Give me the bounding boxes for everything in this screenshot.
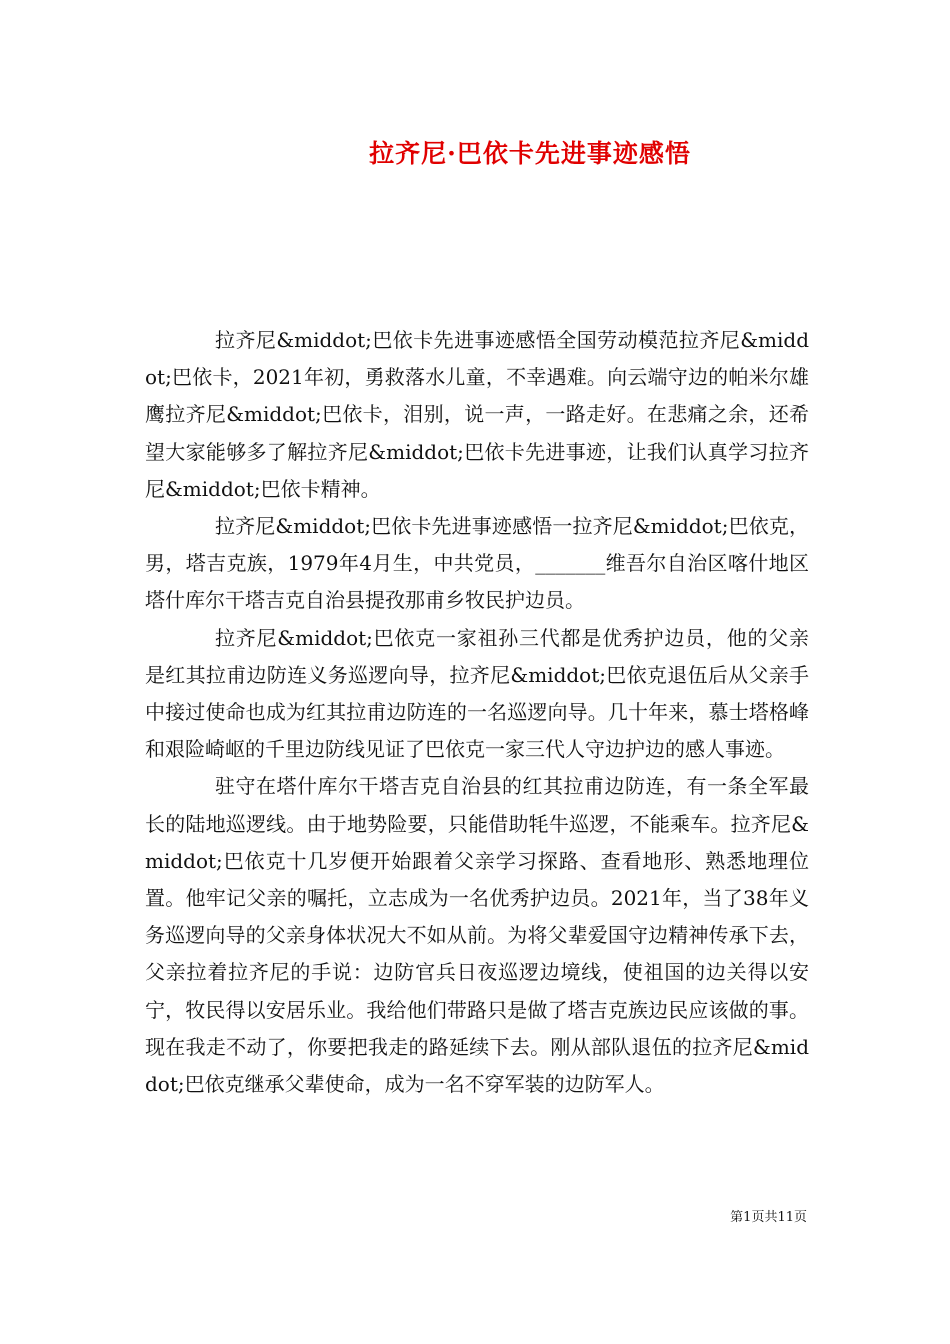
page-number-footer: 第1页共11页 <box>730 1210 807 1225</box>
paragraph-profile: 拉齐尼&middot;巴依卡先进事迹感悟一拉齐尼&middot;巴依克，男，塔吉克族，1979年4月生，中共党员，_______维吾尔自治区喀什地区塔什库尔干塔吉克自治县提孜那甫乡牧民护边员。 <box>145 514 809 613</box>
paragraph-intro: 拉齐尼&middot;巴依卡先进事迹感悟全国劳动模范拉齐尼&middot;巴依卡，2021年初，勇救落水儿童，不幸遇难。向云端守边的帕米尔雄鹰拉齐尼&middot;巴依卡，泪别，说一声，一路走好。在悲痛之余，还希望大家能够多了解拉齐尼&middot;巴依卡先进事迹，让我们认真学习拉齐尼&middot;巴依卡精神。 <box>145 328 809 501</box>
document-body <box>145 322 809 1103</box>
paragraph-patrol: 驻守在塔什库尔干塔吉克自治县的红其拉甫边防连，有一条全军最长的陆地巡逻线。由于地势险要，只能借助牦牛巡逻，不能乘车。拉齐尼&middot;巴依克十几岁便开始跟着父亲学习探路、查看地形、熟悉地理位置。他牢记父亲的嘱托，立志成为一名优秀护边员。2021年，当了38年义务巡逻向导的父亲身体状况大不如从前。为将父辈爱国守边精神传承下去，父亲拉着拉齐尼的手说：边防官兵日夜巡逻边境线，使祖国的边关得以安宁，牧民得以安居乐业。我给他们带路只是做了塔吉克族边民应该做的事。现在我走不动了，你要把我走的路延续下去。刚从部队退伍的拉齐尼&middot;巴依克继承父辈使命，成为一名不穿军装的边防军人。 <box>145 774 809 1097</box>
paragraph-family: 拉齐尼&middot;巴依克一家祖孙三代都是优秀护边员，他的父亲是红其拉甫边防连义务巡逻向导，拉齐尼&middot;巴依克退伍后从父亲手中接过使命也成为红其拉甫边防连的一名巡逻向导。几十年来，慕士塔格峰和艰险崎岖的千里边防线见证了巴依克一家三代人守边护边的感人事迹。 <box>145 625 809 762</box>
document-title: 拉齐尼·巴依卡先进事迹感悟 <box>369 139 691 168</box>
